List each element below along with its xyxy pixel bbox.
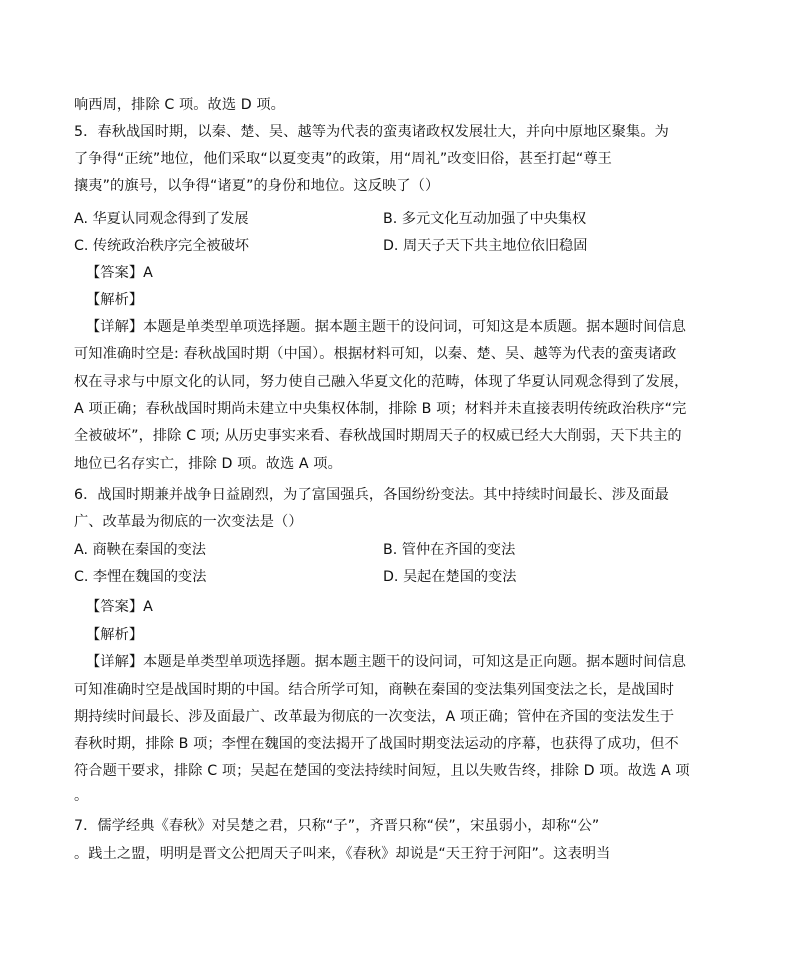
q6-stem-line-2: 广、改革最为彻底的一次变法是（） <box>74 514 303 530</box>
q5-detail-line-2: 可知准确时空是: 春秋战国时期（中国）。根据材料可知，以秦、楚、吴、越等为代表的蛮夷诸政 <box>74 346 677 362</box>
q7-stem-line-2: 。践土之盟，明明是晋文公把周天子叫来，《春秋》却说是“天王狩于河阳”。这表明当 <box>74 846 611 862</box>
q6-option-c: C. 李悝在魏国的变法 <box>74 569 207 585</box>
q6-detail-line-6: 。 <box>74 788 89 804</box>
q5-option-a: A. 华夏认同观念得到了发展 <box>74 211 249 227</box>
q6-detail-line-2: 可知准确时空是战国时期的中国。结合所学可知，商鞅在秦国的变法集列国变法之长，是战国时 <box>74 682 675 698</box>
q6-option-d: D. 吴起在楚国的变法 <box>383 569 517 585</box>
q6-stem-line-1: 6．战国时期兼并战争日益剧烈，为了富国强兵，各国纷纷变法。其中持续时间最长、涉及面最 <box>74 487 669 503</box>
q6-answer: 【答案】A <box>86 599 153 615</box>
q7-stem-line-1: 7．儒学经典《春秋》对吴楚之君，只称“子”，齐晋只称“侯”，宋虽弱小，却称“公” <box>74 818 600 834</box>
q5-option-c: C. 传统政治秩序完全被破坏 <box>74 238 249 254</box>
q5-option-b: B. 多元文化互动加强了中央集权 <box>383 211 587 227</box>
q5-option-d: D. 周天子天下共主地位依旧稳固 <box>383 238 588 254</box>
q5-detail-line-6: 地位已名存实亡，排除 D 项。故选 A 项。 <box>74 456 342 472</box>
q5-detail-line-3: 权在寻求与中原文化的认同，努力使自己融入华夏文化的范畴，体现了华夏认同观念得到了发展， <box>74 374 689 390</box>
prev-answer-fragment: 响西周，排除 C 项。故选 D 项。 <box>74 97 285 113</box>
q5-stem-line-2: 了争得“正统”地位，他们采取“以夏变夷”的政策，用“周礼”改变旧俗，甚至打起“尊王 <box>74 151 612 167</box>
q5-analysis-heading: 【解析】 <box>86 292 144 308</box>
q5-answer: 【答案】A <box>86 265 153 281</box>
q5-detail-line-5: 全被破坏”，排除 C 项; 从历史事实来看、春秋战国时期周天子的权威已经大大削弱，天下共主的 <box>74 428 682 444</box>
q5-stem-line-1: 5．春秋战国时期，以秦、楚、吴、越等为代表的蛮夷诸政权发展壮大，并向中原地区聚集。为 <box>74 124 669 140</box>
q6-detail-line-1: 【详解】本题是单类型单项选择题。据本题主题干的设问词，可知这是正向题。据本题时间信息 <box>86 654 687 670</box>
q5-detail-line-4: A 项正确；春秋战国时期尚未建立中央集权体制，排除 B 项；材料并未直接表明传统政治秩序“完 <box>74 401 687 417</box>
q6-option-b: B. 管仲在齐国的变法 <box>383 542 516 558</box>
q5-detail-line-1: 【详解】本题是单类型单项选择题。据本题主题干的设问词，可知这是本质题。据本题时间信息 <box>86 319 687 335</box>
q6-detail-line-4: 春秋时期，排除 B 项；李悝在魏国的变法揭开了战国时期变法运动的序幕，也获得了成功，但不 <box>74 736 679 752</box>
q5-stem-line-3: 攘夷”的旗号，以争得“诸夏”的身份和地位。这反映了（） <box>74 178 440 194</box>
q6-detail-line-3: 期持续时间最长、涉及面最广、改革最为彻底的一次变法，A 项正确；管仲在齐国的变法发生于 <box>74 709 675 725</box>
q6-option-a: A. 商鞅在秦国的变法 <box>74 542 206 558</box>
q6-detail-line-5: 符合题干要求，排除 C 项；吴起在楚国的变法持续时间短，且以失败告终，排除 D 项。故选 A 项 <box>74 763 690 779</box>
q6-analysis-heading: 【解析】 <box>86 627 144 643</box>
